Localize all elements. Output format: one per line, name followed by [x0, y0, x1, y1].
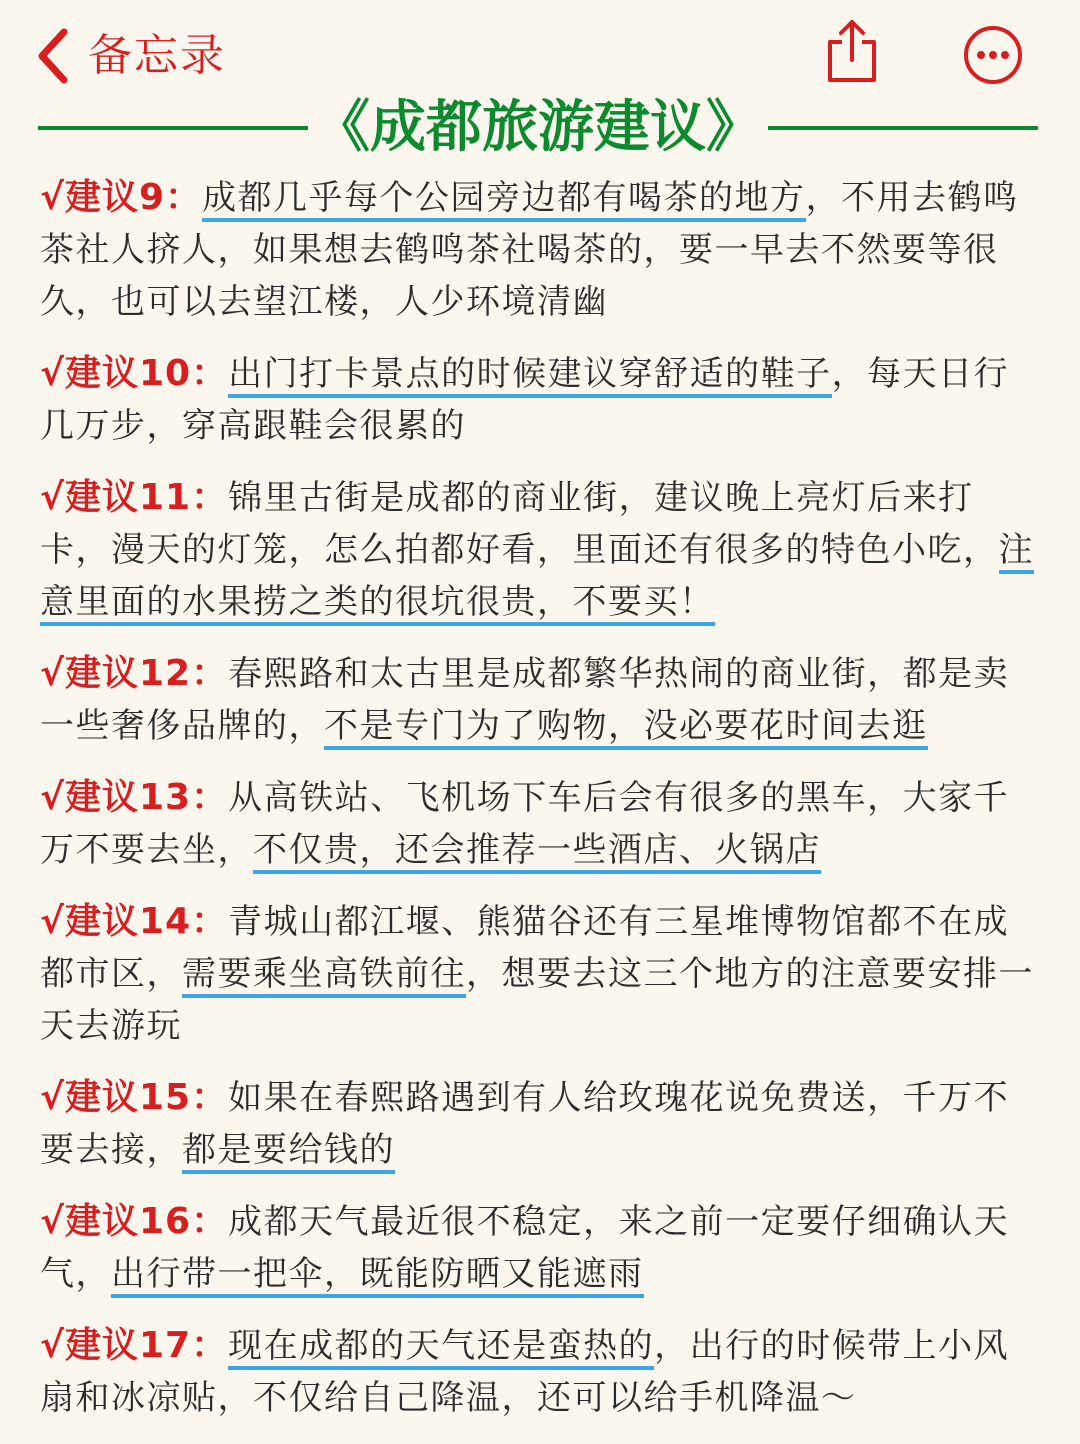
item-text: 锦里古街是成都的商业街，建议晚上亮灯后来打卡，漫天的灯笼，怎么拍都好看，里面还有很多的特色小吃， — [40, 478, 999, 570]
item-highlight: 成都几乎每个公园旁边都有喝茶的地方 — [202, 178, 806, 222]
share-icon[interactable] — [822, 16, 882, 88]
item-highlight: 出行带一把伞，既能防晒又能遮雨 — [111, 1254, 644, 1298]
item-label: √建议17： — [40, 1325, 229, 1366]
list-item — [40, 348, 1040, 452]
item-text: 成都天气最近很不稳定，来之前一定要仔细确认天气， — [40, 1202, 1010, 1294]
list-item — [40, 1196, 1040, 1300]
list-item — [40, 472, 1040, 628]
title-divider-right — [750, 126, 1038, 130]
item-label: √建议16： — [40, 1201, 229, 1242]
item-text: 从高铁站、飞机场下车后会有很多的黑车，大家千万不要去坐， — [40, 778, 1010, 870]
list-item — [40, 648, 1040, 752]
title-divider-left — [38, 126, 328, 130]
item-label: √建议14： — [40, 901, 229, 942]
chevron-left-icon — [36, 28, 70, 84]
item-highlight: 不仅贵，还会推荐一些酒店、火锅店 — [253, 830, 821, 874]
item-text: 青城山都江堰、熊猫谷还有三星堆博物馆都不在成都市区， — [40, 902, 1010, 994]
item-text: 春熙路和太古里是成都繁华热闹的商业街，都是卖一些奢侈品牌的， — [40, 654, 1010, 746]
item-label: √建议13： — [40, 777, 229, 818]
item-text: 如果在春熙路遇到有人给玫瑰花说免费送，千万不要去接， — [40, 1078, 1010, 1170]
list-item — [40, 1072, 1040, 1176]
item-text: ，出行的时候带上小风扇和冰凉贴，不仅给自己降温，还可以给手机降温～ — [40, 1326, 1010, 1418]
page-title: 《成都旅游建议》 — [308, 92, 768, 164]
item-highlight: 需要乘坐高铁前往 — [182, 954, 466, 998]
back-label: 备忘录 — [88, 30, 226, 81]
list-item — [40, 172, 1040, 328]
item-highlight: 现在成都的天气还是蛮热的 — [228, 1326, 654, 1370]
item-highlight: 都是要给钱的 — [182, 1130, 395, 1174]
item-label: √建议9： — [40, 177, 203, 218]
suggestion-list — [40, 172, 1040, 1444]
list-item — [40, 1320, 1040, 1424]
item-text: ，不用去鹤鸣茶社人挤人，如果想去鹤鸣茶社喝茶的，要一早去不然要等很久，也可以去望江楼，人少环境清幽 — [40, 178, 1019, 322]
item-highlight: 注意里面的水果捞之类的很坑很贵，不要买！ — [40, 530, 1034, 626]
list-item — [40, 772, 1040, 876]
item-label: √建议10： — [40, 353, 229, 394]
item-highlight: 出门打卡景点的时候建议穿舒适的鞋子 — [228, 354, 832, 398]
item-label: √建议11： — [40, 477, 229, 518]
item-label: √建议15： — [40, 1077, 229, 1118]
back-button[interactable] — [36, 24, 226, 88]
list-item — [40, 896, 1040, 1052]
more-horizontal-icon[interactable] — [962, 24, 1024, 86]
item-text: ，想要去这三个地方的注意要安排一天去游玩 — [40, 954, 1034, 1046]
title-row — [38, 92, 1038, 164]
item-highlight: 不是专门为了购物，没必要花时间去逛 — [324, 706, 928, 750]
item-text: ，每天日行几万步，穿高跟鞋会很累的 — [40, 354, 1010, 446]
item-label: √建议12： — [40, 653, 229, 694]
